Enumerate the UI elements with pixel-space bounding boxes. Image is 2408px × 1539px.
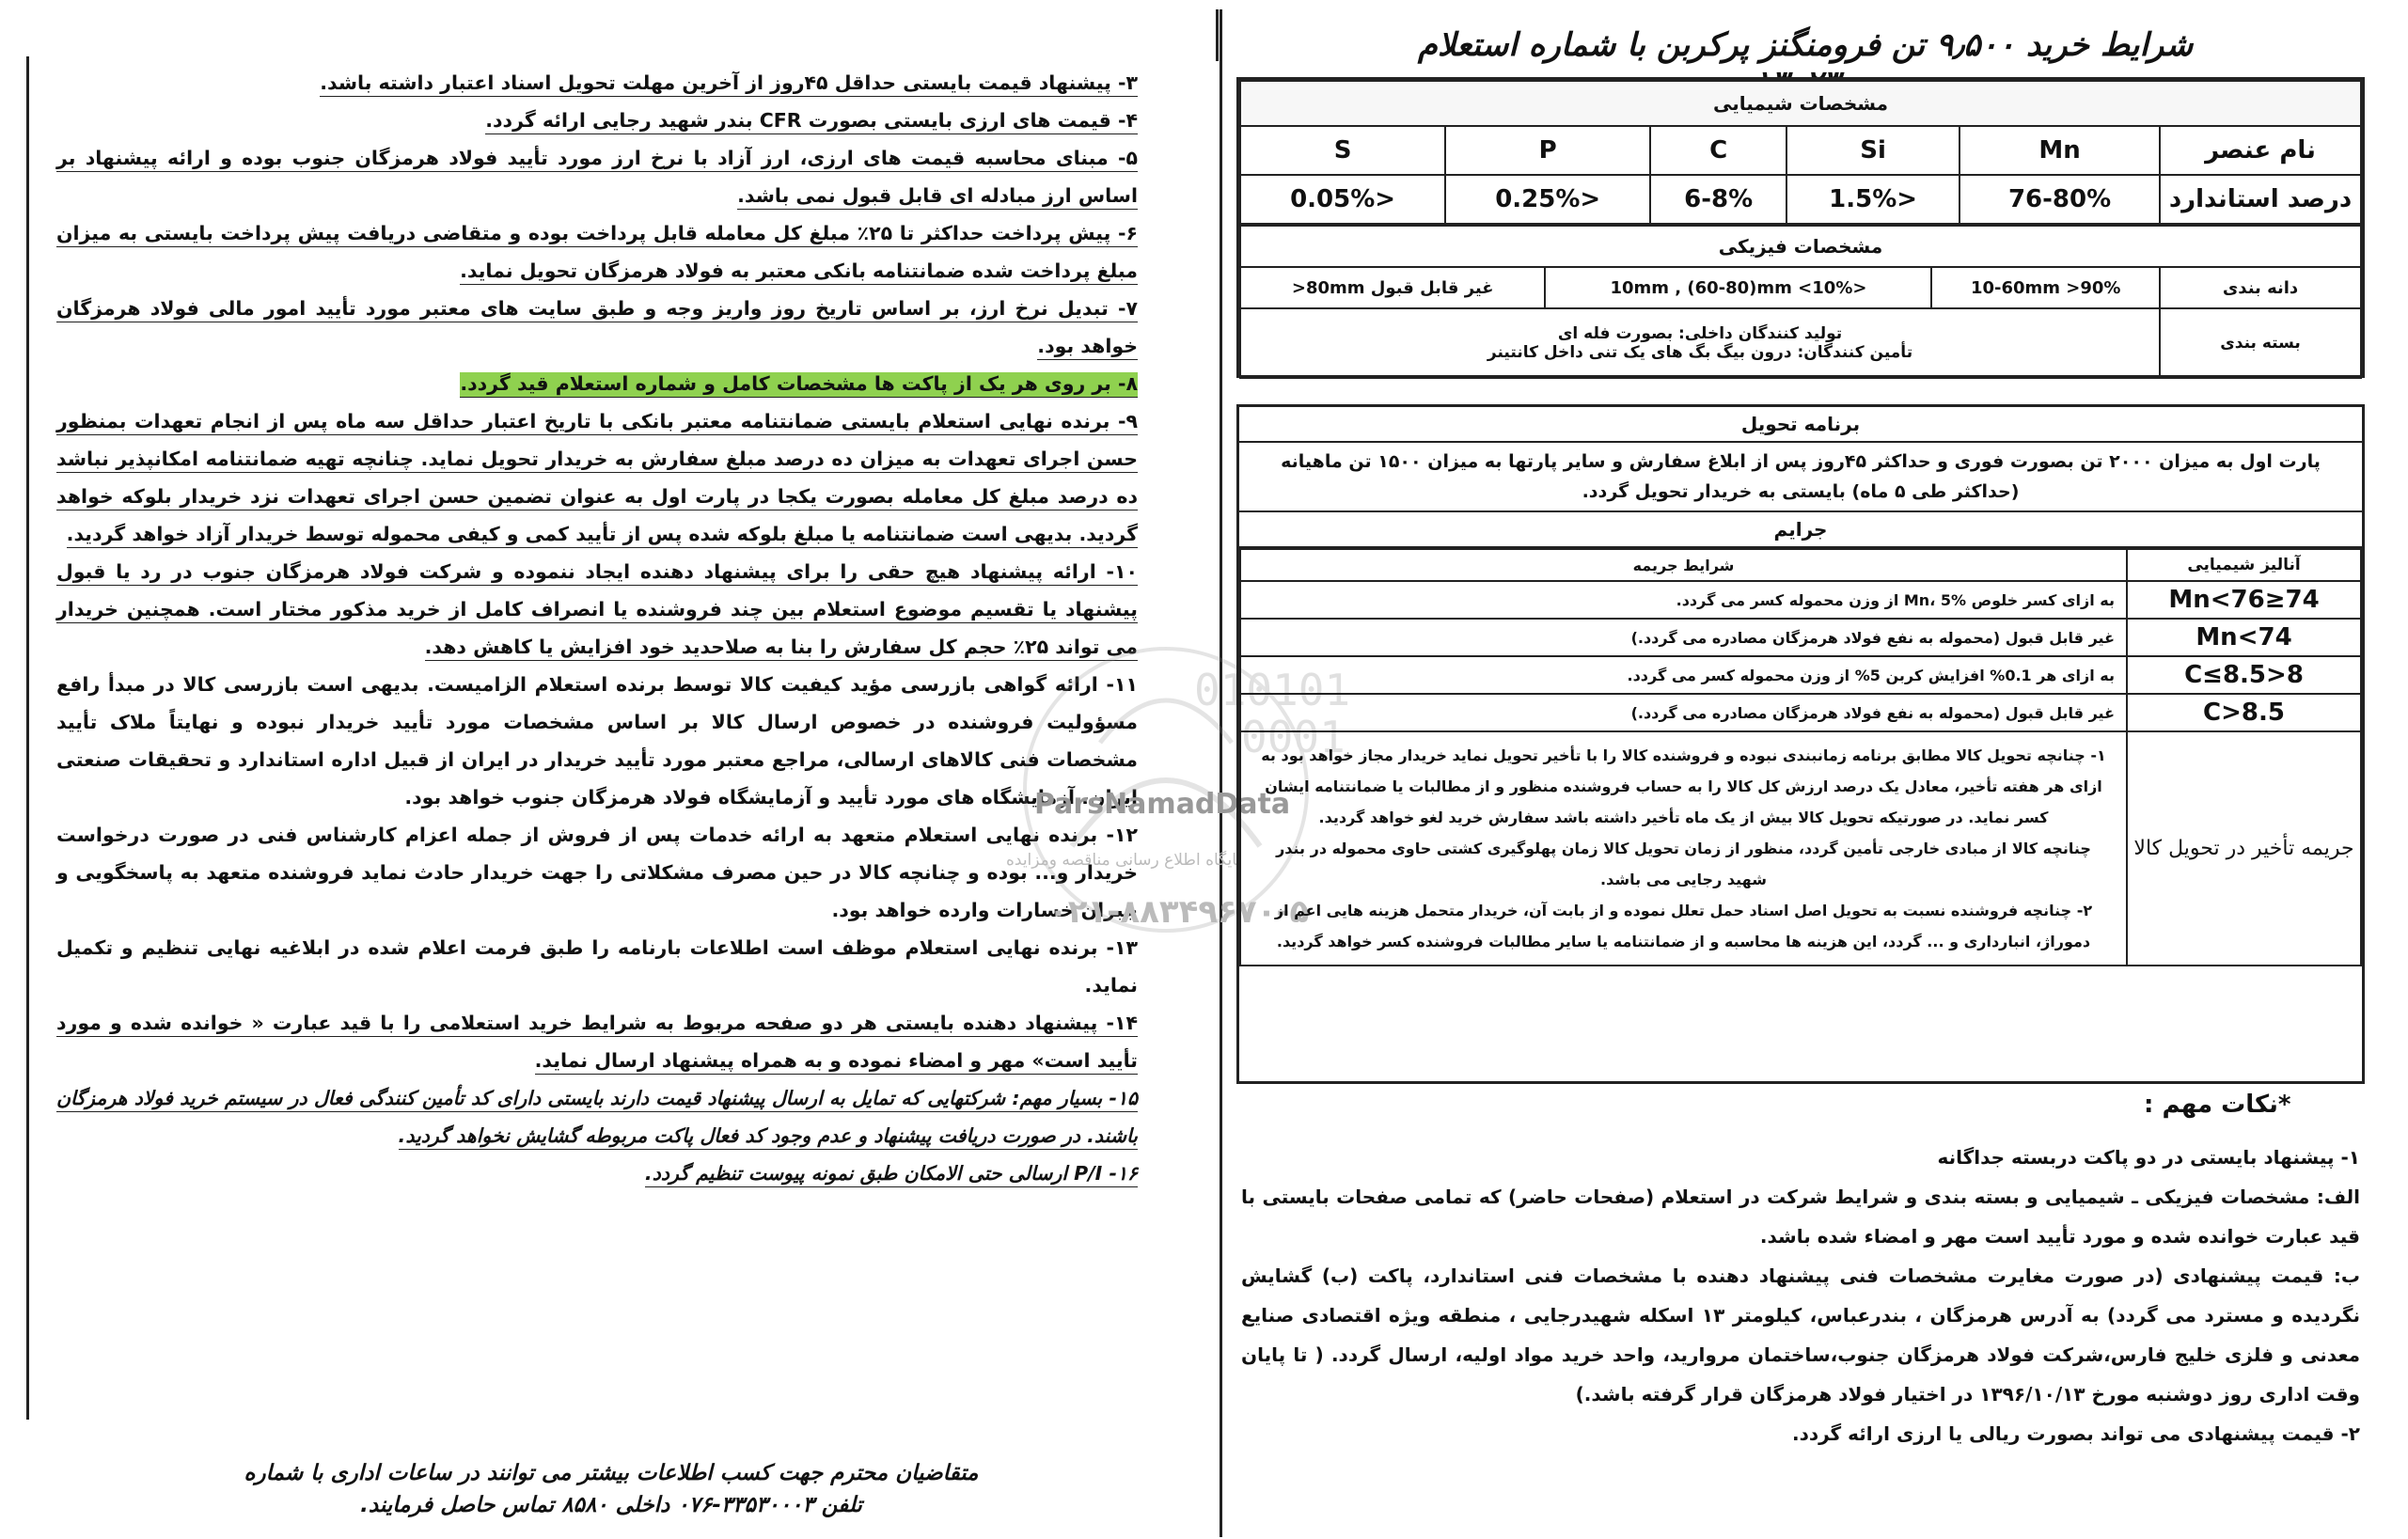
term-4: ۴- قیمت های ارزی بایستی بصورت CFR بندر شهید رجایی ارائه گردد.: [56, 102, 1138, 139]
value-si: <1.5%: [1786, 175, 1959, 224]
term-15: ۱۵- بسیار مهم: شرکتهایی که تمایل به ارسال پیشنهاد قیمت دارند بایستی دارای کد تأمین کنندگی فعال در سیستم خرید فولاد هرمزگان باشند. در صورت دریافت پیشنهاد و عدم وجود کد فعال پاکت مربوطه گشایش نخواهد گردید.: [56, 1079, 1138, 1154]
term-8-highlighted: ۸- بر روی هر یک از پاکت ها مشخصات کامل و شماره استعلام قید گردد.: [56, 365, 1138, 402]
penalties-header: جرایم: [1239, 512, 2362, 548]
term-6: ۶- پیش پرداخت حداکثر تا ۲۵٪ مبلغ کل معامله قابل پرداخت بوده و متقاضی دریافت پیش پرداخت بایستی به میزان مبلغ پرداخت شده ضمانتنامه بانکی معتبر به فولاد هرمزگان تحویل نماید.: [56, 214, 1138, 290]
note-2: ۲- قیمت پیشنهادی می تواند بصورت ریالی یا ارزی ارائه گردد.: [1791, 1422, 2360, 1445]
term-12: ۱۲- برنده نهایی استعلام متعهد به ارائه خدمات پس از فروش از جمله اعزام کارشناس فنی در صورت درخواست خریدار و... بوده و چنانچه کالا در حین مصرف مشکلاتی را جهت خریدار حادث نماید فروشنده متعهد به پاسخگویی و جبران خسارات وارده خواهد بود.: [56, 824, 1138, 921]
physical-spec-table: [1239, 225, 2362, 379]
chemical-spec-table: [1239, 80, 2362, 225]
element-name-label: نام عنصر: [2160, 126, 2361, 175]
grain-size-3: غیر قابل قبول 80mm<: [1240, 267, 1545, 308]
term-10: ۱۰- ارائه پیشنهاد هیچ حقی را برای پیشنهاد دهنده ایجاد ننموده و شرکت فولاد هرمزگان جنوب در رد یا قبول پیشنهاد یا تقسیم موضوع استعلام بین چند فروشنده یا انصراف کامل از خرید مذکور مختار است. همچنین خریدار می تواند ۲۵٪ حجم کل سفارش را بنا به صلاحدید خود افزایش یا کاهش دهد.: [56, 553, 1138, 666]
grain-size-1: 10-60mm >90%: [1931, 267, 2160, 308]
value-p: <0.25%: [1445, 175, 1650, 224]
term-5: ۵- مبنای محاسبه قیمت های ارزی، ارز آزاد با نرخ ارز مورد تأیید فولاد هرمزگان جنوب بوده و ارائه پیشنهاد بر اساس ارز مبادله ای قابل قبول نمی باشد.: [56, 139, 1138, 214]
note-a: الف: مشخصات فیزیکی ـ شیمیایی و بسته بندی و شرایط شرکت در استعلام (صفحات حاضر) که تمامی صفحات بایستی با قید عبارت خوانده شده و مورد تأیید است مهر و امضاء شده باشد.: [1241, 1186, 2360, 1248]
chemical-spec-header: مشخصات شیمیایی: [1240, 81, 2361, 126]
late-penalty-2: چنانچه کالا از مبادی خارجی تأمین گردد، منظور از زمان تحویل کالا زمان پهلوگیری کشتی حاوی محموله در بندر شهید رجایی می باشد.: [1276, 840, 2091, 888]
element-mn: Mn: [1959, 126, 2160, 175]
delivery-penalties-box: [1236, 404, 2365, 1084]
specifications-box: [1236, 77, 2365, 378]
term-7: ۷- تبدیل نرخ ارز، بر اساس تاریخ روز واریز وجه و طبق سایت های معتبر مورد تأیید امور مالی فولاد هرمزگان خواهد بود.: [56, 290, 1138, 365]
late-penalty-text: [1240, 731, 2127, 966]
term-13: ۱۳- برنده نهایی استعلام موظف است اطلاعات بارنامه را طبق فرمت اعلام شده در ابلاغیه نهایی تنظیم و تکمیل نماید.: [56, 936, 1138, 997]
notes-title: *نکات مهم :: [2144, 1091, 2291, 1119]
grain-size-2: <10mm , (60-80)mm <10%: [1545, 267, 1931, 308]
svg-text:010101: 010101: [1194, 665, 1351, 715]
element-p: P: [1445, 126, 1650, 175]
element-s: S: [1240, 126, 1445, 175]
packaging-domestic: تولید کنندگان داخلی: بصورت فله ای: [1557, 324, 1843, 343]
late-penalty-label: جریمه تأخیر در تحویل کالا: [2127, 731, 2361, 966]
value-c: 6-8%: [1650, 175, 1786, 224]
physical-spec-header: مشخصات فیزیکی: [1240, 226, 2361, 267]
column-edge: [1216, 9, 1219, 61]
watermark-brand: ParsNamadData: [1034, 788, 1291, 821]
penalties-table: [1239, 548, 2362, 966]
packaging-label: بسته بندی: [2160, 308, 2361, 378]
penalty-analysis: 8.5<C: [2127, 694, 2361, 731]
col-analysis-header: آنالیز شیمیایی: [2127, 549, 2361, 581]
term-14: ۱۴- پیشنهاد دهنده بایستی هر دو صفحه مربوط به شرایط خرید استعلامی را با قید عبارت « خوانده شده و مورد تأیید است» مهر و امضاء نموده و به همراه پیشنهاد ارسال نماید.: [56, 1004, 1138, 1079]
penalty-condition: به ازای هر 0.1% افزایش کربن 5% از وزن محموله کسر می گردد.: [1240, 656, 2127, 694]
left-margin-line: [26, 56, 29, 1420]
watermark-description: پایگاه اطلاع رسانی مناقصه ومزایده: [1006, 851, 1242, 870]
late-penalty-3: ۲- چنانچه فروشنده نسبت به تحویل اصل اسناد حمل تعلل نموده و از بابت آن، خریدار متحمل هزینه هایی اعم از دموراژ، انبارداری و ... گردد، این هزینه ها محاسبه و از ضمانتنامه یا سایر مطالبات فروشنده کسر خواهد گردید.: [1274, 902, 2093, 950]
penalty-condition: غیر قابل قبول (محموله به نفع فولاد هرمزگان مصادره می گردد.): [1240, 694, 2127, 731]
notes-list: [1241, 1138, 2360, 1453]
contact-line-1: متقاضیان محترم جهت کسب اطلاعات بیشتر می توانند در ساعات اداری با شماره: [244, 1461, 979, 1485]
packaging-details: [1240, 308, 2160, 378]
penalty-analysis: 8<C≤8.5: [2127, 656, 2361, 694]
penalty-analysis: 74≤Mn<76: [2127, 581, 2361, 619]
contact-line-2: تلفن ۳۳۵۳۰۰۰۳-۰۷۶ داخلی ۸۵۸۰ تماس حاصل فرمایند.: [360, 1493, 862, 1517]
late-penalty-1: ۱- چنانچه تحویل کالا مطابق برنامه زمانبندی نبوده و فروشنده کالا را با تأخیر تحویل نماید خریدار مجاز خواهد بود به ازای هر هفته تأخیر، معادل یک درصد ارزش کل کالا را به حساب فروشنده منظور و از مطالبات یا ضمانتنامه ایشان کسر نماید. در صورتیکه تحویل کالا بیش از یک ماه تأخیر داشته باشد سفارش خرید لغو خواهد گردید.: [1261, 746, 2106, 826]
element-c: C: [1650, 126, 1786, 175]
delivery-header: برنامه تحویل: [1239, 407, 2362, 443]
packaging-foreign: تأمین کنندگان: درون بیگ بگ های یک تنی داخل کانتینر: [1487, 343, 1913, 362]
term-16: ۱۶- P/I ارسالی حتی الامکان طبق نمونه پیوست تنظیم گردد.: [56, 1154, 1138, 1192]
col-condition-header: شرایط جریمه: [1240, 549, 2127, 581]
term-3: ۳- پیشنهاد قیمت بایستی حداقل ۴۵روز از آخرین مهلت تحویل اسناد اعتبار داشته باشد.: [56, 64, 1138, 102]
element-si: Si: [1786, 126, 1959, 175]
document-title: شرایط خرید ۹٫۵۰۰ تن فرومنگنز پرکربن با شماره استعلام: [1417, 26, 2194, 64]
note-1: ۱- پیشنهاد بایستی در دو پاکت دربسته جداگانه: [1937, 1146, 2360, 1169]
value-mn: 76-80%: [1959, 175, 2160, 224]
value-s: <0.05%: [1240, 175, 1445, 224]
delivery-text: پارت اول به میزان ۲۰۰۰ تن بصورت فوری و حداکثر ۴۵روز پس از ابلاغ سفارش و سایر پارتها به میزان ۱۵۰۰ تن ماهیانه (حداکثر طی ۵ ماه) بایستی به خریدار تحویل گردد.: [1239, 443, 2362, 512]
grain-size-label: دانه بندی: [2160, 267, 2361, 308]
penalty-condition: به ازای کسر خلوص Mn، 5% از وزن محموله کسر می گردد.: [1240, 581, 2127, 619]
contact-footer: [85, 1457, 1138, 1521]
term-9: ۹- برنده نهایی استعلام بایستی ضمانتنامه معتبر بانکی با تاریخ اعتبار حداقل سه ماه پس از انجام تعهدات بمنظور حسن اجرای تعهدات به میزان ده درصد مبلغ سفارش به خریدار تحویل نماید. چنانچه تهیه ضمانتنامه امکانپذیر نباشد ده درصد مبلغ کل معامله بصورت یکجا در پارت اول به عنوان تضمین حسن اجرای تعهدات نزد خریدار بلوکه خواهد گردید. بدیهی است ضمانتنامه یا مبلغ بلوکه شده پس از تأیید کمی و کیفی محموله توسط خریدار آزاد خواهد گردید.: [56, 402, 1138, 553]
svg-text:0001: 0001: [1241, 712, 1346, 762]
standard-percent-label: درصد استاندارد: [2160, 175, 2361, 224]
term-11: ۱۱- ارائه گواهی بازرسی مؤید کیفیت کالا توسط برنده استعلام الزامیست. بدیهی است بازرسی کالا در مبدأ رافع مسؤولیت فروشنده در خصوص ارسال کالا بر اساس مشخصات مورد تأیید خریدار نبوده و نهایتاً ملاک تأیید مشخصات فنی کالاهای ارسالی، مراجع معتبر مورد تأیید خریدار در ایران از قبیل اداره استاندارد و تحقیقات صنعتی ایران، آزمایشگاه های مورد تأیید و آزمایشگاه فولاد هرمزگان جنوب خواهد بود.: [56, 673, 1138, 809]
note-b: ب: قیمت پیشنهادی (در صورت مغایرت مشخصات فنی پیشنهاد دهنده با مشخصات فنی استاندارد، پاکت (ب) گشایش نگردیده و مسترد می گردد) به آدرس هرمزگان ، بندرعباس، کیلومتر ۱۳ اسکله شهیدرجایی ، منطقه ویژه اقتصادی صنایع معدنی و فلزی خلیج فارس،شرکت فولاد هرمزگان جنوب،ساختمان مروارید، واحد خرید مواد اولیه، ارسال گردد. ( تا پایان وقت اداری روز دوشنبه مورخ ۱۳۹۶/۱۰/۱۳ در اختیار فولاد هرمزگان قرار گرفته باشد.): [1241, 1264, 2360, 1406]
penalty-condition: غیر قابل قبول (محموله به نفع فولاد هرمزگان مصادره می گردد.): [1240, 619, 2127, 656]
penalty-analysis: Mn<74: [2127, 619, 2361, 656]
watermark-phone: ۰۲۱-۸۸۳۴۹۶۷۰-۵: [1048, 893, 1310, 931]
